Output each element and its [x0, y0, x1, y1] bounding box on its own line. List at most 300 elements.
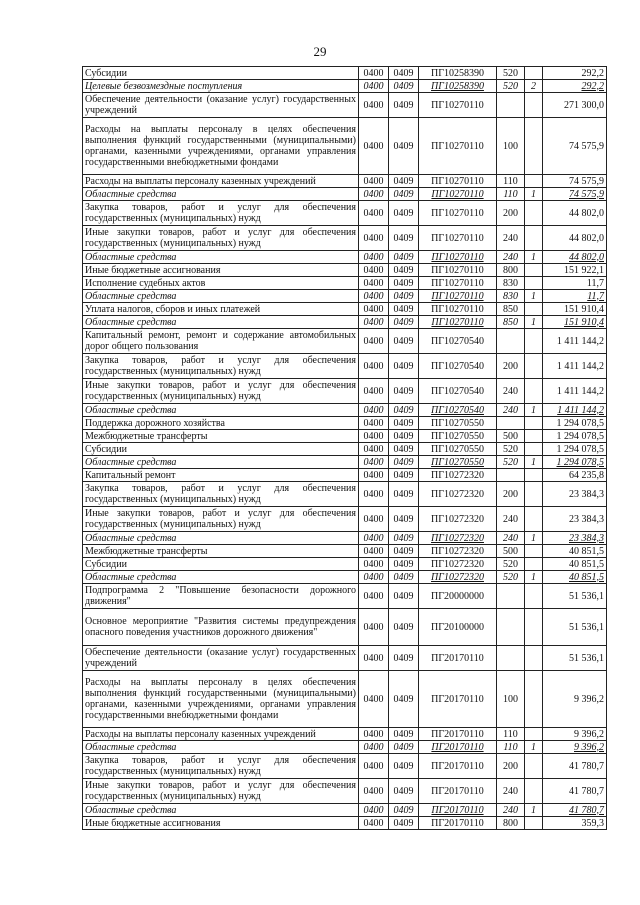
row-expense-type	[497, 329, 525, 354]
row-amount: 74 575,9	[543, 188, 607, 201]
row-name: Областные средства	[83, 804, 359, 817]
row-funding-source	[525, 175, 543, 188]
row-amount: 1 294 078,5	[543, 443, 607, 456]
row-amount: 1 294 078,5	[543, 456, 607, 469]
row-subsection-code: 0409	[389, 443, 419, 456]
row-funding-source	[525, 779, 543, 804]
row-name: Капитальный ремонт, ремонт и содержание автомобильных дорог общего пользования	[83, 329, 359, 354]
row-section-code: 0400	[359, 779, 389, 804]
row-funding-source	[525, 226, 543, 251]
row-name: Областные средства	[83, 404, 359, 417]
row-subsection-code: 0409	[389, 469, 419, 482]
row-expense-type: 520	[497, 80, 525, 93]
row-name: Обеспечение деятельности (оказание услуг) государственных учреждений	[83, 646, 359, 671]
row-target-article: ПГ10270110	[419, 188, 497, 201]
row-target-article: ПГ10270540	[419, 379, 497, 404]
table-row	[83, 329, 607, 354]
row-expense-type: 500	[497, 430, 525, 443]
row-amount: 23 384,3	[543, 507, 607, 532]
row-expense-type: 200	[497, 754, 525, 779]
table-row	[83, 430, 607, 443]
row-subsection-code: 0409	[389, 804, 419, 817]
row-section-code: 0400	[359, 671, 389, 728]
row-subsection-code: 0409	[389, 779, 419, 804]
row-subsection-code: 0409	[389, 277, 419, 290]
row-section-code: 0400	[359, 754, 389, 779]
row-funding-source	[525, 646, 543, 671]
row-name: Иные закупки товаров, работ и услуг для обеспечения государственных (муниципальных) нужд	[83, 379, 359, 404]
row-amount: 44 802,0	[543, 226, 607, 251]
row-target-article: ПГ10270550	[419, 456, 497, 469]
row-target-article: ПГ20170110	[419, 817, 497, 830]
row-expense-type: 520	[497, 443, 525, 456]
row-expense-type: 800	[497, 264, 525, 277]
table-row	[83, 545, 607, 558]
row-name: Уплата налогов, сборов и иных платежей	[83, 303, 359, 316]
row-subsection-code: 0409	[389, 67, 419, 80]
row-section-code: 0400	[359, 584, 389, 609]
row-expense-type: 240	[497, 532, 525, 545]
row-name: Иные закупки товаров, работ и услуг для обеспечения государственных (муниципальных) нужд	[83, 507, 359, 532]
row-amount: 9 396,2	[543, 741, 607, 754]
row-subsection-code: 0409	[389, 93, 419, 118]
row-funding-source	[525, 469, 543, 482]
row-expense-type: 110	[497, 188, 525, 201]
row-amount: 1 294 078,5	[543, 430, 607, 443]
row-target-article: ПГ10270110	[419, 277, 497, 290]
row-expense-type: 520	[497, 571, 525, 584]
table-row	[83, 251, 607, 264]
row-section-code: 0400	[359, 264, 389, 277]
row-name: Областные средства	[83, 456, 359, 469]
row-target-article: ПГ10270550	[419, 417, 497, 430]
table-row	[83, 188, 607, 201]
row-target-article: ПГ10272320	[419, 545, 497, 558]
table-row	[83, 584, 607, 609]
row-name: Иные бюджетные ассигнования	[83, 817, 359, 830]
table-row	[83, 226, 607, 251]
row-subsection-code: 0409	[389, 404, 419, 417]
row-funding-source	[525, 817, 543, 830]
row-name: Закупка товаров, работ и услуг для обеспечения государственных (муниципальных) нужд	[83, 201, 359, 226]
row-name: Расходы на выплаты персоналу в целях обеспечения выполнения функций государственными (муниципальными) органами, казенными учреждениями, органами управления государственными внебюджетными фондами	[83, 671, 359, 728]
row-target-article: ПГ20170110	[419, 754, 497, 779]
row-funding-source: 1	[525, 532, 543, 545]
row-expense-type: 520	[497, 456, 525, 469]
row-subsection-code: 0409	[389, 571, 419, 584]
row-subsection-code: 0409	[389, 741, 419, 754]
row-amount: 1 411 144,2	[543, 404, 607, 417]
row-expense-type: 240	[497, 404, 525, 417]
row-section-code: 0400	[359, 404, 389, 417]
row-funding-source	[525, 443, 543, 456]
row-amount: 9 396,2	[543, 728, 607, 741]
table-row	[83, 456, 607, 469]
row-amount: 271 300,0	[543, 93, 607, 118]
row-expense-type: 110	[497, 741, 525, 754]
row-target-article: ПГ20170110	[419, 741, 497, 754]
row-subsection-code: 0409	[389, 507, 419, 532]
row-name: Подпрограмма 2 "Повышение безопасности дорожного движения"	[83, 584, 359, 609]
row-expense-type: 200	[497, 482, 525, 507]
row-amount: 51 536,1	[543, 646, 607, 671]
table-row	[83, 277, 607, 290]
row-amount: 1 294 078,5	[543, 417, 607, 430]
row-section-code: 0400	[359, 741, 389, 754]
row-funding-source	[525, 329, 543, 354]
row-name: Иные бюджетные ассигнования	[83, 264, 359, 277]
row-target-article: ПГ10270110	[419, 118, 497, 175]
table-row	[83, 316, 607, 329]
row-amount: 1 411 144,2	[543, 329, 607, 354]
row-target-article: ПГ10270110	[419, 290, 497, 303]
row-section-code: 0400	[359, 469, 389, 482]
row-target-article: ПГ10270110	[419, 226, 497, 251]
row-section-code: 0400	[359, 201, 389, 226]
row-target-article: ПГ10270110	[419, 303, 497, 316]
row-target-article: ПГ10270540	[419, 329, 497, 354]
row-subsection-code: 0409	[389, 118, 419, 175]
row-subsection-code: 0409	[389, 532, 419, 545]
row-target-article: ПГ20000000	[419, 584, 497, 609]
row-funding-source: 1	[525, 251, 543, 264]
row-expense-type: 110	[497, 175, 525, 188]
table-row	[83, 201, 607, 226]
row-funding-source: 1	[525, 456, 543, 469]
row-subsection-code: 0409	[389, 80, 419, 93]
table-row	[83, 264, 607, 277]
row-section-code: 0400	[359, 417, 389, 430]
row-target-article: ПГ10272320	[419, 571, 497, 584]
row-name: Обеспечение деятельности (оказание услуг) государственных учреждений	[83, 93, 359, 118]
row-expense-type: 850	[497, 303, 525, 316]
row-subsection-code: 0409	[389, 754, 419, 779]
table-row	[83, 671, 607, 728]
row-subsection-code: 0409	[389, 329, 419, 354]
row-expense-type: 240	[497, 226, 525, 251]
row-section-code: 0400	[359, 379, 389, 404]
row-subsection-code: 0409	[389, 175, 419, 188]
table-row	[83, 558, 607, 571]
row-expense-type: 100	[497, 671, 525, 728]
row-target-article: ПГ10270110	[419, 93, 497, 118]
table-row	[83, 290, 607, 303]
row-name: Иные закупки товаров, работ и услуг для обеспечения государственных (муниципальных) нужд	[83, 779, 359, 804]
row-expense-type: 500	[497, 545, 525, 558]
row-subsection-code: 0409	[389, 545, 419, 558]
row-section-code: 0400	[359, 290, 389, 303]
row-section-code: 0400	[359, 118, 389, 175]
row-section-code: 0400	[359, 443, 389, 456]
row-funding-source	[525, 417, 543, 430]
row-section-code: 0400	[359, 804, 389, 817]
row-amount: 151 922,1	[543, 264, 607, 277]
row-funding-source	[525, 303, 543, 316]
row-amount: 44 802,0	[543, 251, 607, 264]
row-amount: 11,7	[543, 277, 607, 290]
row-subsection-code: 0409	[389, 316, 419, 329]
row-section-code: 0400	[359, 80, 389, 93]
row-target-article: ПГ10272320	[419, 532, 497, 545]
row-name: Областные средства	[83, 532, 359, 545]
row-funding-source	[525, 558, 543, 571]
row-expense-type	[497, 584, 525, 609]
budget-table-body	[83, 67, 607, 830]
row-target-article: ПГ20170110	[419, 671, 497, 728]
row-amount: 11,7	[543, 290, 607, 303]
row-subsection-code: 0409	[389, 188, 419, 201]
row-funding-source	[525, 482, 543, 507]
row-subsection-code: 0409	[389, 290, 419, 303]
table-row	[83, 379, 607, 404]
row-section-code: 0400	[359, 251, 389, 264]
row-funding-source: 1	[525, 404, 543, 417]
row-funding-source: 1	[525, 741, 543, 754]
row-name: Закупка товаров, работ и услуг для обеспечения государственных (муниципальных) нужд	[83, 482, 359, 507]
row-section-code: 0400	[359, 609, 389, 646]
row-funding-source	[525, 545, 543, 558]
row-subsection-code: 0409	[389, 671, 419, 728]
row-section-code: 0400	[359, 329, 389, 354]
row-funding-source	[525, 93, 543, 118]
row-section-code: 0400	[359, 545, 389, 558]
row-amount: 74 575,9	[543, 175, 607, 188]
table-row	[83, 817, 607, 830]
row-expense-type: 200	[497, 201, 525, 226]
row-section-code: 0400	[359, 277, 389, 290]
table-row	[83, 728, 607, 741]
row-amount: 44 802,0	[543, 201, 607, 226]
row-name: Субсидии	[83, 558, 359, 571]
row-amount: 23 384,3	[543, 482, 607, 507]
row-target-article: ПГ10270110	[419, 175, 497, 188]
row-amount: 41 780,7	[543, 754, 607, 779]
row-target-article: ПГ20170110	[419, 728, 497, 741]
row-amount: 40 851,5	[543, 545, 607, 558]
row-funding-source: 1	[525, 188, 543, 201]
row-amount: 51 536,1	[543, 609, 607, 646]
row-name: Иные закупки товаров, работ и услуг для обеспечения государственных (муниципальных) нужд	[83, 226, 359, 251]
row-target-article: ПГ10270540	[419, 404, 497, 417]
row-subsection-code: 0409	[389, 379, 419, 404]
table-row	[83, 303, 607, 316]
row-amount: 1 411 144,2	[543, 354, 607, 379]
row-target-article: ПГ10258390	[419, 80, 497, 93]
row-funding-source	[525, 379, 543, 404]
page-number: 29	[313, 44, 327, 59]
row-amount: 40 851,5	[543, 571, 607, 584]
row-name: Областные средства	[83, 188, 359, 201]
row-subsection-code: 0409	[389, 558, 419, 571]
row-funding-source	[525, 201, 543, 226]
row-target-article: ПГ10272320	[419, 469, 497, 482]
table-row	[83, 779, 607, 804]
row-target-article: ПГ10272320	[419, 507, 497, 532]
row-subsection-code: 0409	[389, 584, 419, 609]
row-funding-source	[525, 609, 543, 646]
row-name: Целевые безвозмездные поступления	[83, 80, 359, 93]
row-subsection-code: 0409	[389, 201, 419, 226]
table-row	[83, 443, 607, 456]
row-target-article: ПГ10258390	[419, 67, 497, 80]
row-target-article: ПГ10270550	[419, 443, 497, 456]
row-subsection-code: 0409	[389, 728, 419, 741]
table-row	[83, 67, 607, 80]
table-row	[83, 482, 607, 507]
row-name: Субсидии	[83, 443, 359, 456]
table-row	[83, 507, 607, 532]
row-target-article: ПГ20170110	[419, 646, 497, 671]
row-funding-source	[525, 754, 543, 779]
row-funding-source: 1	[525, 316, 543, 329]
row-target-article: ПГ20170110	[419, 779, 497, 804]
row-expense-type: 830	[497, 290, 525, 303]
row-target-article: ПГ20170110	[419, 804, 497, 817]
row-section-code: 0400	[359, 67, 389, 80]
row-amount: 1 411 144,2	[543, 379, 607, 404]
row-expense-type: 100	[497, 118, 525, 175]
row-section-code: 0400	[359, 571, 389, 584]
row-funding-source: 1	[525, 290, 543, 303]
row-target-article: ПГ10270110	[419, 316, 497, 329]
row-name: Поддержка дорожного хозяйства	[83, 417, 359, 430]
row-amount: 292,2	[543, 67, 607, 80]
row-expense-type: 240	[497, 251, 525, 264]
row-target-article: ПГ10270540	[419, 354, 497, 379]
row-target-article: ПГ10270110	[419, 251, 497, 264]
table-row	[83, 754, 607, 779]
row-funding-source: 2	[525, 80, 543, 93]
row-name: Областные средства	[83, 741, 359, 754]
row-section-code: 0400	[359, 507, 389, 532]
row-section-code: 0400	[359, 303, 389, 316]
row-funding-source	[525, 430, 543, 443]
row-name: Межбюджетные трансферты	[83, 545, 359, 558]
row-name: Капитальный ремонт	[83, 469, 359, 482]
row-name: Областные средства	[83, 316, 359, 329]
row-subsection-code: 0409	[389, 430, 419, 443]
row-section-code: 0400	[359, 354, 389, 379]
row-section-code: 0400	[359, 188, 389, 201]
row-section-code: 0400	[359, 558, 389, 571]
table-row	[83, 80, 607, 93]
row-funding-source	[525, 264, 543, 277]
row-amount: 51 536,1	[543, 584, 607, 609]
table-row	[83, 175, 607, 188]
row-name: Расходы на выплаты персоналу казенных учреждений	[83, 175, 359, 188]
table-row	[83, 532, 607, 545]
row-expense-type	[497, 646, 525, 671]
row-name: Субсидии	[83, 67, 359, 80]
row-name: Основное мероприятие "Развития системы предупреждения опасного поведения участников дорожного движения"	[83, 609, 359, 646]
row-section-code: 0400	[359, 430, 389, 443]
row-target-article: ПГ10270110	[419, 264, 497, 277]
row-expense-type	[497, 469, 525, 482]
row-funding-source	[525, 728, 543, 741]
row-target-article: ПГ10270110	[419, 201, 497, 226]
row-name: Областные средства	[83, 290, 359, 303]
row-amount: 40 851,5	[543, 558, 607, 571]
row-section-code: 0400	[359, 728, 389, 741]
row-expense-type: 240	[497, 779, 525, 804]
row-amount: 292,2	[543, 80, 607, 93]
table-row	[83, 646, 607, 671]
row-name: Областные средства	[83, 571, 359, 584]
row-expense-type: 200	[497, 354, 525, 379]
row-expense-type: 110	[497, 728, 525, 741]
budget-table	[82, 66, 607, 830]
row-expense-type: 240	[497, 507, 525, 532]
row-section-code: 0400	[359, 226, 389, 251]
row-expense-type: 520	[497, 558, 525, 571]
row-target-article: ПГ20100000	[419, 609, 497, 646]
row-name: Закупка товаров, работ и услуг для обеспечения государственных (муниципальных) нужд	[83, 754, 359, 779]
row-name: Закупка товаров, работ и услуг для обеспечения государственных (муниципальных) нужд	[83, 354, 359, 379]
row-expense-type	[497, 93, 525, 118]
row-section-code: 0400	[359, 482, 389, 507]
row-section-code: 0400	[359, 817, 389, 830]
row-section-code: 0400	[359, 532, 389, 545]
row-amount: 9 396,2	[543, 671, 607, 728]
row-expense-type	[497, 417, 525, 430]
row-subsection-code: 0409	[389, 303, 419, 316]
table-row	[83, 609, 607, 646]
row-amount: 74 575,9	[543, 118, 607, 175]
row-expense-type: 520	[497, 67, 525, 80]
row-subsection-code: 0409	[389, 482, 419, 507]
row-funding-source	[525, 671, 543, 728]
table-row	[83, 404, 607, 417]
row-funding-source: 1	[525, 804, 543, 817]
table-row	[83, 469, 607, 482]
row-subsection-code: 0409	[389, 456, 419, 469]
row-subsection-code: 0409	[389, 264, 419, 277]
row-amount: 41 780,7	[543, 779, 607, 804]
row-name: Расходы на выплаты персоналу в целях обеспечения выполнения функций государственными (муниципальными) органами, казенными учреждениями, органами управления государственными внебюджетными фондами	[83, 118, 359, 175]
row-subsection-code: 0409	[389, 354, 419, 379]
row-target-article: ПГ10270550	[419, 430, 497, 443]
row-section-code: 0400	[359, 646, 389, 671]
row-amount: 23 384,3	[543, 532, 607, 545]
row-subsection-code: 0409	[389, 417, 419, 430]
row-target-article: ПГ10272320	[419, 482, 497, 507]
row-expense-type: 830	[497, 277, 525, 290]
table-row	[83, 93, 607, 118]
row-name: Исполнение судебных актов	[83, 277, 359, 290]
row-funding-source: 1	[525, 571, 543, 584]
row-amount: 151 910,4	[543, 303, 607, 316]
row-target-article: ПГ10272320	[419, 558, 497, 571]
table-row	[83, 417, 607, 430]
row-funding-source	[525, 584, 543, 609]
row-amount: 151 910,4	[543, 316, 607, 329]
row-funding-source	[525, 354, 543, 379]
row-section-code: 0400	[359, 175, 389, 188]
table-row	[83, 571, 607, 584]
row-amount: 64 235,8	[543, 469, 607, 482]
row-expense-type	[497, 609, 525, 646]
row-expense-type: 240	[497, 379, 525, 404]
row-subsection-code: 0409	[389, 251, 419, 264]
row-name: Расходы на выплаты персоналу казенных учреждений	[83, 728, 359, 741]
row-subsection-code: 0409	[389, 226, 419, 251]
row-subsection-code: 0409	[389, 646, 419, 671]
row-expense-type: 240	[497, 804, 525, 817]
row-section-code: 0400	[359, 456, 389, 469]
row-amount: 41 780,7	[543, 804, 607, 817]
row-name: Областные средства	[83, 251, 359, 264]
table-row	[83, 354, 607, 379]
